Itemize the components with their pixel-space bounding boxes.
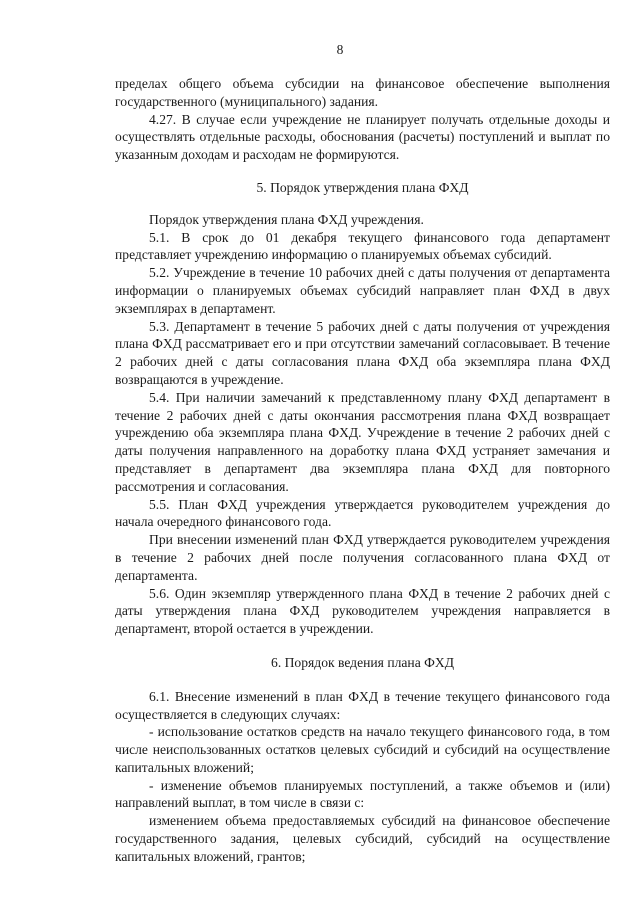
paragraph: При внесении изменений план ФХД утверждается руководителем учреждения в течение 2 рабочих дней после получения согласованного плана ФХД от департамента. bbox=[115, 532, 610, 583]
section-5-heading: 5. Порядок утверждения плана ФХД bbox=[256, 179, 469, 195]
list-item: - изменение объемов планируемых поступлений, а также объемов и (или) направлений выплат, в том числе в связи с: bbox=[115, 777, 610, 811]
paragraph: Порядок утверждения плана ФХД учреждения. bbox=[149, 211, 424, 227]
paragraph-5-2: 5.2. Учреждение в течение 10 рабочих дней с даты получения от департамента информации о планируемых объемах субсидий направляет план ФХД в двух экземплярах в департамент. bbox=[115, 265, 610, 316]
paragraph: изменением объема предоставляемых субсидий на финансовое обеспечение государственного задания, целевых субсидий, субсидий на осуществление капитальных вложений, грантов; bbox=[115, 813, 610, 864]
list-item: - использование остатков средств на начало текущего финансового года, в том числе неиспользованных остатков целевых субсидий и субсидий на осуществление капитальных вложений; bbox=[115, 724, 610, 775]
paragraph-5-5: 5.5. План ФХД учреждения утверждается руководителем учреждения до начала очередного финансового года. bbox=[115, 496, 610, 530]
paragraph-5-1: 5.1. В срок до 01 декабря текущего финансового года департамент представляет учреждению информацию о планируемых объемах субсидий. bbox=[115, 229, 610, 263]
section-6-heading: 6. Порядок ведения плана ФХД bbox=[271, 654, 454, 670]
document-body bbox=[115, 75, 610, 866]
paragraph-5-6: 5.6. Один экземпляр утвержденного плана ФХД в течение 2 рабочих дней с даты утверждения плана ФХД руководителем учреждения направляется в департамент, второй остается в учреждении. bbox=[115, 585, 610, 637]
paragraph-5-4: 5.4. При наличии замечаний к представленному плану ФХД департамент в течение 2 рабочих дней с даты окончания рассмотрения плана ФХД возвращает учреждению оба экземпляра плана ФХД. Учреждение в течение 2 рабочих дней с даты получения направленного на доработку плана ФХД устраняет замечания и представляет в департамент два экземпляра плана ФХД для повторного рассмотрения и согласования. bbox=[115, 389, 610, 494]
paragraph-6-1: 6.1. Внесение изменений в план ФХД в течение текущего финансового года осуществляется в следующих случаях: bbox=[115, 688, 610, 722]
paragraph-4-27: 4.27. В случае если учреждение не планирует получать отдельные доходы и осуществлять отдельные расходы, обоснования (расчеты) поступлений и выплат по указанным доходам и расходам не формируются. bbox=[115, 111, 610, 163]
paragraph-5-3: 5.3. Департамент в течение 5 рабочих дней с даты получения от учреждения плана ФХД рассматривает его и при отсутствии замечаний согласовывает. В течение 2 рабочих дней с даты согласования плана ФХД оба экземпляра плана ФХД возвращаются в учреждение. bbox=[115, 318, 610, 387]
paragraph: пределах общего объема субсидии на финансовое обеспечение выполнения государственного (муниципального) задания. bbox=[115, 76, 610, 109]
page-number: 8 bbox=[336, 42, 344, 57]
